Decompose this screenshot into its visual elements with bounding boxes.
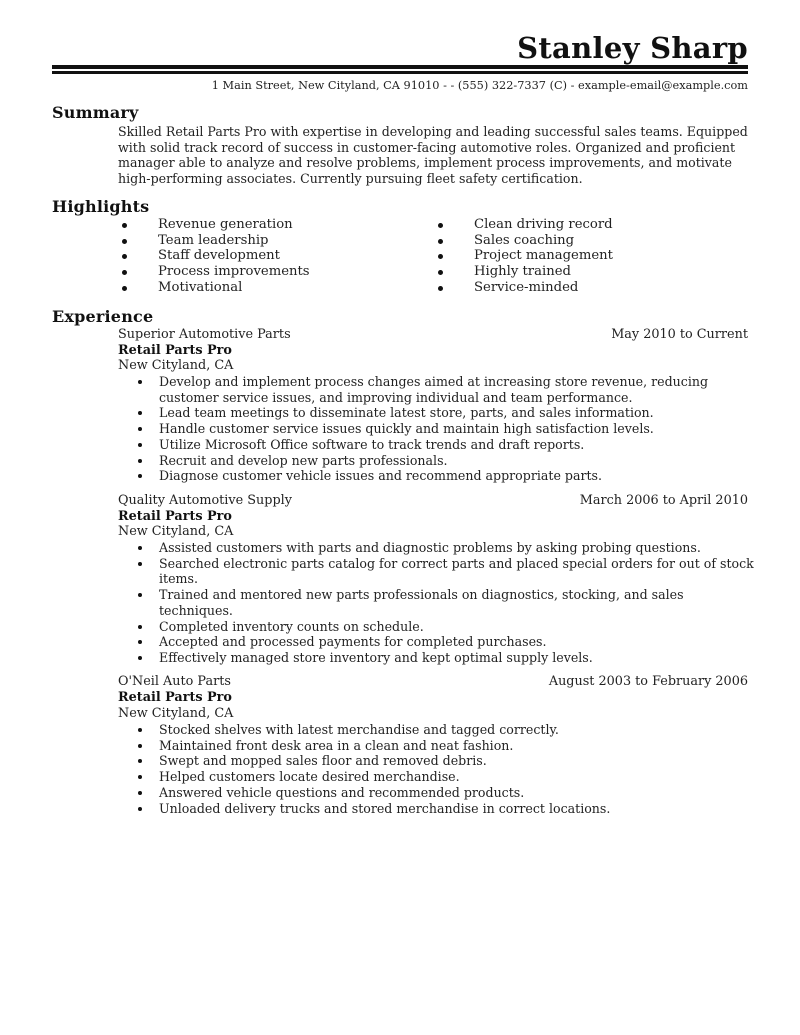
job-dates: August 2003 to February 2006 — [548, 674, 748, 689]
experience-heading: Experience — [52, 307, 154, 326]
bullet-icon — [438, 254, 443, 259]
bullet-icon — [138, 443, 142, 447]
job-dates: May 2010 to Current — [611, 327, 748, 342]
bullet-icon — [138, 474, 142, 478]
job-bullet: Stocked shelves with latest merchandise and tagged correctly. — [118, 722, 718, 738]
highlight-item: Process improvements — [108, 264, 310, 280]
bullet-icon — [438, 286, 443, 291]
bullet-icon — [138, 380, 142, 384]
job-company-row — [118, 327, 748, 343]
job-bullet: Maintained front desk area in a clean and neat fashion. — [118, 738, 718, 754]
candidate-name: Stanley Sharp — [517, 31, 748, 65]
highlight-item: Revenue generation — [108, 217, 310, 233]
job-bullet: Searched electronic parts catalog for correct parts and placed special orders for out of stock items. — [118, 556, 718, 587]
summary-line: manager able to analyze and resolve problems, implement process improvements, and motivate — [118, 155, 732, 171]
job-dates: March 2006 to April 2010 — [579, 493, 748, 508]
job-bullet: Effectively managed store inventory and kept optimal supply levels. — [118, 650, 718, 666]
job-location: New Cityland, CA — [118, 706, 234, 721]
job-company: O'Neil Auto Parts — [118, 674, 231, 689]
job-bullet: Unloaded delivery trucks and stored merchandise in correct locations. — [118, 801, 718, 817]
job-bullet: Diagnose customer vehicle issues and recommend appropriate parts. — [118, 468, 718, 484]
job-location: New Cityland, CA — [118, 358, 234, 373]
highlight-item: Sales coaching — [424, 233, 613, 249]
job-title: Retail Parts Pro — [118, 509, 232, 524]
job-bullets — [118, 722, 718, 816]
job-bullet: Swept and mopped sales floor and removed debris. — [118, 753, 718, 769]
bullet-icon — [438, 270, 443, 275]
job-bullets — [118, 374, 718, 484]
contact-info: 1 Main Street, New Cityland, CA 91010 - - (555) 322-7337 (C) - example-email@example.com — [211, 79, 748, 92]
highlights-list-left — [108, 217, 310, 296]
summary-line: high-performing associates. Currently pursuing fleet safety certification. — [118, 170, 583, 186]
job-company: Superior Automotive Parts — [118, 327, 291, 342]
summary-line: Skilled Retail Parts Pro with expertise in developing and leading successful sales teams. Equipped — [118, 124, 748, 139]
header-rule-thick — [52, 65, 748, 69]
job-bullet: Answered vehicle questions and recommended products. — [118, 785, 718, 801]
bullet-icon — [122, 239, 127, 244]
bullet-icon — [138, 728, 142, 732]
bullet-icon — [122, 270, 127, 275]
highlight-item: Clean driving record — [424, 217, 613, 233]
header-rule-thin — [52, 71, 748, 74]
bullet-icon — [138, 656, 142, 660]
bullet-icon — [438, 223, 443, 228]
bullet-icon — [138, 427, 142, 431]
job-bullet: Assisted customers with parts and diagnostic problems by asking probing questions. — [118, 540, 718, 556]
job-bullet: Trained and mentored new parts professionals on diagnostics, stocking, and sales techniques. — [118, 587, 718, 618]
bullet-icon — [138, 459, 142, 463]
highlight-item: Highly trained — [424, 264, 613, 280]
bullet-icon — [138, 759, 142, 763]
highlight-item: Team leadership — [108, 233, 310, 249]
job-bullets — [118, 540, 754, 666]
job-bullet: Recruit and develop new parts professionals. — [118, 453, 718, 469]
highlight-item: Service-minded — [424, 280, 613, 296]
bullet-icon — [138, 640, 142, 644]
bullet-icon — [138, 791, 142, 795]
bullet-icon — [122, 254, 127, 259]
bullet-icon — [138, 562, 142, 566]
job-company: Quality Automotive Supply — [118, 493, 292, 508]
summary-heading: Summary — [52, 103, 139, 122]
job-company-row — [118, 493, 748, 509]
bullet-icon — [138, 593, 142, 597]
highlight-item: Motivational — [108, 280, 310, 296]
bullet-icon — [122, 223, 127, 228]
bullet-icon — [138, 546, 142, 550]
highlights-heading: Highlights — [52, 197, 150, 216]
job-bullet: Utilize Microsoft Office software to track trends and draft reports. — [118, 437, 718, 453]
job-bullet: Completed inventory counts on schedule. — [118, 619, 718, 635]
highlight-item: Project management — [424, 248, 613, 264]
job-bullet: Handle customer service issues quickly and maintain high satisfaction levels. — [118, 421, 718, 437]
job-title: Retail Parts Pro — [118, 690, 232, 705]
summary-line: with solid track record of success in customer-facing automotive roles. Organized and proficient — [118, 139, 736, 155]
job-bullet: Develop and implement process changes aimed at increasing store revenue, reducing customer service issues, and improving individual and team performance. — [118, 374, 718, 405]
job-bullet: Helped customers locate desired merchandise. — [118, 769, 718, 785]
bullet-icon — [438, 239, 443, 244]
highlights-list-right — [424, 217, 613, 296]
summary-text — [118, 124, 750, 186]
bullet-icon — [138, 411, 142, 415]
bullet-icon — [122, 286, 127, 291]
job-company-row — [118, 674, 748, 690]
job-bullet: Lead team meetings to disseminate latest store, parts, and sales information. — [118, 405, 718, 421]
bullet-icon — [138, 744, 142, 748]
bullet-icon — [138, 807, 142, 811]
bullet-icon — [138, 625, 142, 629]
highlight-item: Staff development — [108, 248, 310, 264]
job-title: Retail Parts Pro — [118, 343, 232, 358]
job-bullet: Accepted and processed payments for completed purchases. — [118, 634, 718, 650]
bullet-icon — [138, 775, 142, 779]
job-location: New Cityland, CA — [118, 524, 234, 539]
